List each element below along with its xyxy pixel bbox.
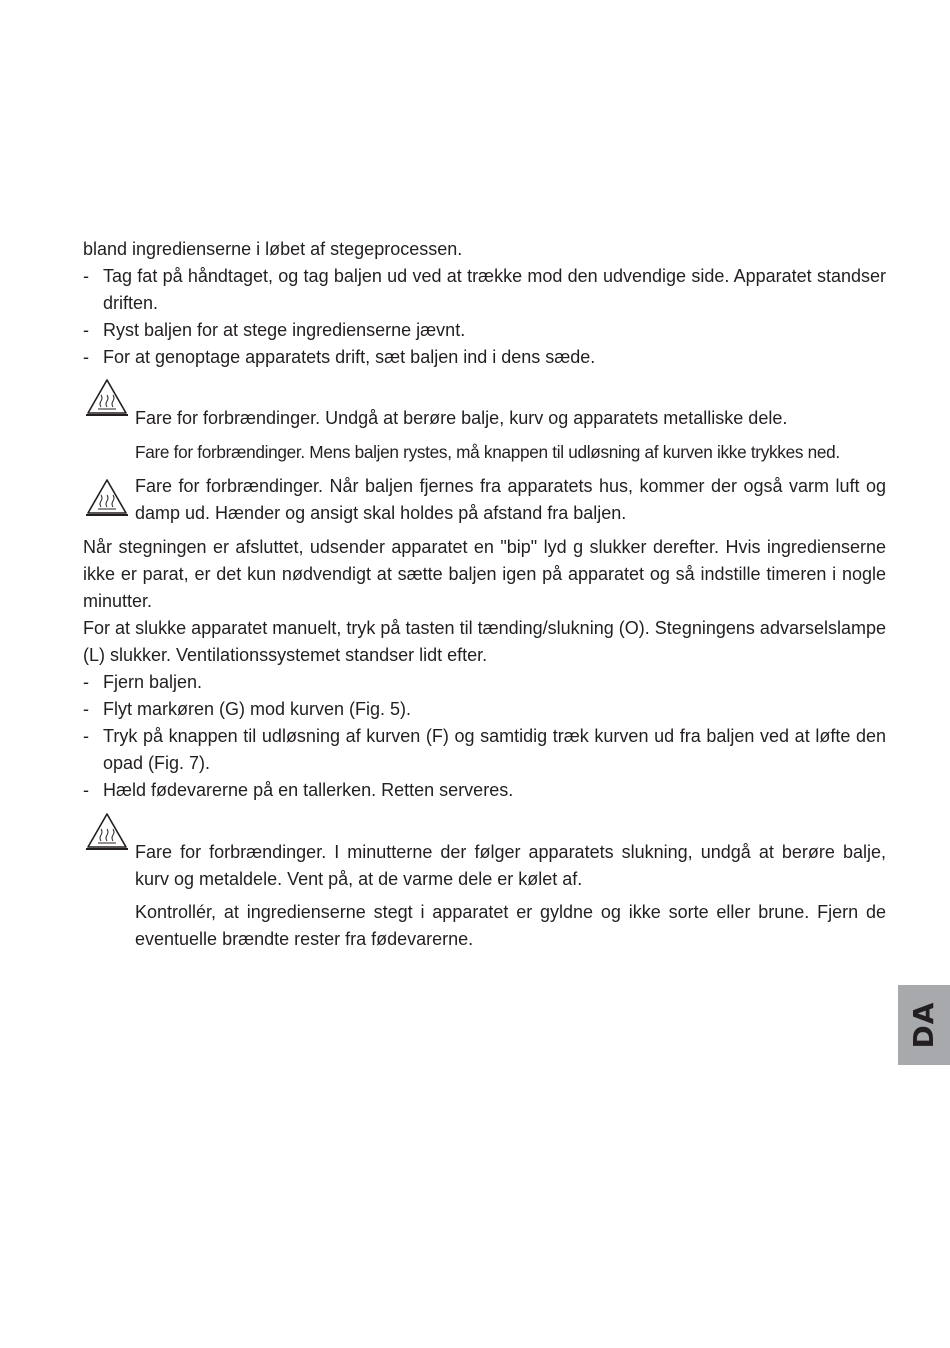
hot-surface-warning-icon	[85, 811, 129, 851]
warning-text: Fare for forbrændinger. Når baljen fjernes fra apparatets hus, kommer der også varm luft og damp ud. Hænder og ansigt skal holdes på afstand fra baljen.	[135, 476, 886, 523]
dash: -	[83, 266, 89, 286]
warning-block	[83, 473, 886, 527]
list-item-text: For at genoptage apparatets drift, sæt baljen ind i dens sæde.	[103, 347, 596, 367]
warning-text: Fare for forbrændinger. I minutterne der følger apparatets slukning, undgå at berøre balje, kurv og metaldele. Vent på, at de varme dele er kølet af.	[135, 842, 886, 889]
dash: -	[83, 672, 89, 692]
list-item-text: Flyt markøren (G) mod kurven (Fig. 5).	[103, 699, 412, 719]
warning-text: Fare for forbrændinger. Undgå at berøre balje, kurv og apparatets metalliske dele.	[135, 408, 788, 428]
language-tab-label: DA	[907, 1001, 940, 1049]
dash: -	[83, 347, 89, 367]
list-item-text: Fjern baljen.	[103, 672, 203, 692]
warning-note: Kontrollér, at ingredienserne stegt i apparatet er gyldne og ikke sorte eller brune. Fjern de eventuelle brændte rester fra fødevarerne.	[135, 902, 886, 949]
body-paragraph: For at slukke apparatet manuelt, tryk på tasten til tænding/slukning (O). Stegningens advarselslampe (L) slukker. Ventilationssystemet standser lidt efter.	[83, 618, 886, 665]
warning-note: Fare for forbrændinger. Mens baljen rystes, må knappen til udløsning af kurven ikke trykkes ned.	[135, 442, 840, 462]
language-tab	[898, 985, 950, 1065]
list-item	[83, 696, 886, 723]
hot-surface-warning-icon	[85, 377, 129, 417]
list-item	[83, 317, 886, 344]
list-item-text: Hæld fødevarerne på en tallerken. Retten serveres.	[103, 780, 514, 800]
list-item-text: Tag fat på håndtaget, og tag baljen ud ved at trække mod den udvendige side. Apparatet standser driften.	[103, 266, 886, 313]
body-paragraph: Når stegningen er afsluttet, udsender apparatet en "bip" lyd g slukker derefter. Hvis ingredienserne ikke er parat, er det kun nødvendigt at sætte baljen igen på apparatet og så indstille timeren i nogle minutter.	[83, 537, 886, 611]
warning-block	[83, 405, 886, 432]
dash: -	[83, 726, 89, 746]
page-content	[83, 236, 886, 953]
dash: -	[83, 320, 89, 340]
hot-surface-warning-icon	[85, 477, 129, 517]
warning-block	[83, 839, 886, 893]
intro-text: bland ingredienserne i løbet af stegeprocessen.	[83, 239, 463, 259]
list-item	[83, 669, 886, 696]
list-item	[83, 723, 886, 777]
list-item	[83, 263, 886, 317]
list-item-text: Tryk på knappen til udløsning af kurven (F) og samtidig træk kurven ud fra baljen ved at løfte den opad (Fig. 7).	[103, 726, 886, 773]
dash: -	[83, 780, 89, 800]
list-item	[83, 344, 886, 371]
list-item-text: Ryst baljen for at stege ingredienserne jævnt.	[103, 320, 466, 340]
dash: -	[83, 699, 89, 719]
list-item	[83, 777, 886, 804]
